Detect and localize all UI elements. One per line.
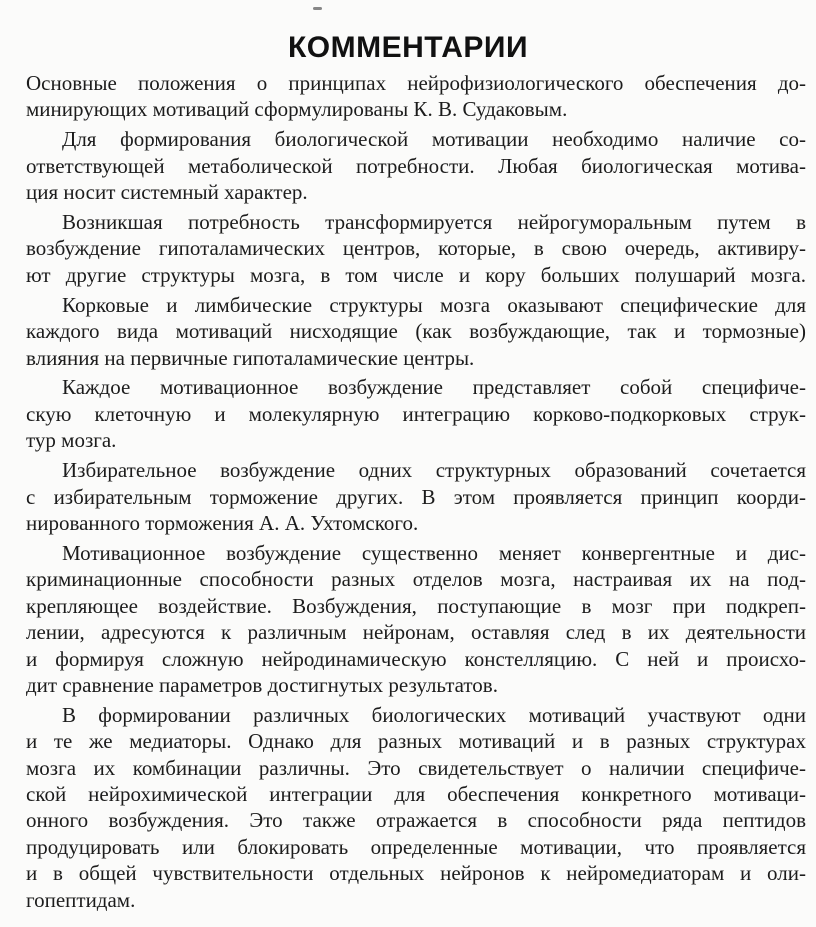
text-line: Основные положения о принципах нейрофизиологического обеспечения до- (26, 71, 806, 95)
text-line: Возникшая потребность трансформируется нейрогуморальным путем в (62, 210, 806, 235)
text-line: Каждое мотивационное возбуждение представляет собой специфиче- (62, 375, 806, 400)
text-line: Корковые и лимбические структуры мозга оказывают специфические для (62, 292, 806, 317)
paragraph (26, 374, 806, 453)
text-line: и те же медиаторы. Однако для разных мотиваций и в разных структурах (26, 729, 806, 754)
text-line: ция носит системный характер. (26, 180, 308, 205)
text-line: Мотивационное возбуждение существенно меняет конвергентные и дис- (62, 540, 806, 565)
text-line: гопептидам. (26, 887, 136, 912)
text-line: В формировании различных биологических мотиваций участвуют одни (62, 702, 806, 727)
text-line: тур мозга. (26, 428, 117, 453)
paragraph (26, 209, 806, 288)
text-line: лении, адресуются к различным нейронам, оставляя след в их деятельности (26, 620, 806, 645)
text-line: ют другие структуры мозга, в том числе и кору больших полушарий мозга. (26, 262, 806, 287)
text-line: ответствующей метаболической потребности. Любая биологическая мотива- (26, 153, 806, 178)
text-line: возбуждение гипоталамических центров, которые, в свою очередь, активиру- (26, 236, 806, 261)
text-line: мозга их комбинации различны. Это свидетельствует о наличии специфиче- (26, 755, 806, 780)
commentary-body (26, 70, 806, 913)
text-line: Для формирования биологической мотивации необходимо наличие со- (62, 127, 806, 152)
text-line: минирующих мотиваций сформулированы К. В. Судаковым. (26, 97, 568, 122)
text-line: крепляющее воздействие. Возбуждения, поступающие в мозг при подкреп- (26, 593, 806, 618)
text-line: и формируя сложную нейродинамическую констелляцию. С ней и происхо- (26, 646, 806, 671)
text-line: онного возбуждения. Это также отражается в способности ряда пептидов (26, 808, 806, 833)
text-line: Избирательное возбуждение одних структурных образований сочетается (62, 458, 806, 483)
text-line: продуцировать или блокировать определенные мотивации, что проявляется (26, 834, 806, 859)
text-line: каждого вида мотиваций нисходящие (как возбуждающие, так и тормозные) (26, 319, 806, 344)
text-line: с избирательным торможение других. В этом проявляется принцип коорди- (26, 484, 806, 509)
text-line: влияния на первичные гипоталамические центры. (26, 345, 475, 370)
paragraph (26, 540, 806, 698)
text-line: дит сравнение параметров достигнутых результатов. (26, 672, 498, 697)
scan-speck (313, 7, 322, 10)
text-line: нированного торможения А. А. Ухтомского. (26, 511, 419, 535)
text-line: скую клеточную и молекулярную интеграцию корково-подкорковых струк- (26, 401, 806, 426)
paragraph (26, 70, 806, 123)
page-title: КОММЕНТАРИИ (287, 31, 529, 64)
paragraph (26, 292, 806, 371)
paragraph (26, 702, 806, 913)
paragraph (26, 126, 806, 205)
text-line: и в общей чувствительности отдельных нейронов к нейромедиаторам и оли- (26, 861, 806, 886)
paragraph (26, 457, 806, 536)
text-line: ской нейрохимической интеграции для обеспечения конкретного мотиваци- (26, 782, 806, 807)
text-line: криминационные способности разных отделов мозга, настраивая их на под- (26, 567, 806, 592)
